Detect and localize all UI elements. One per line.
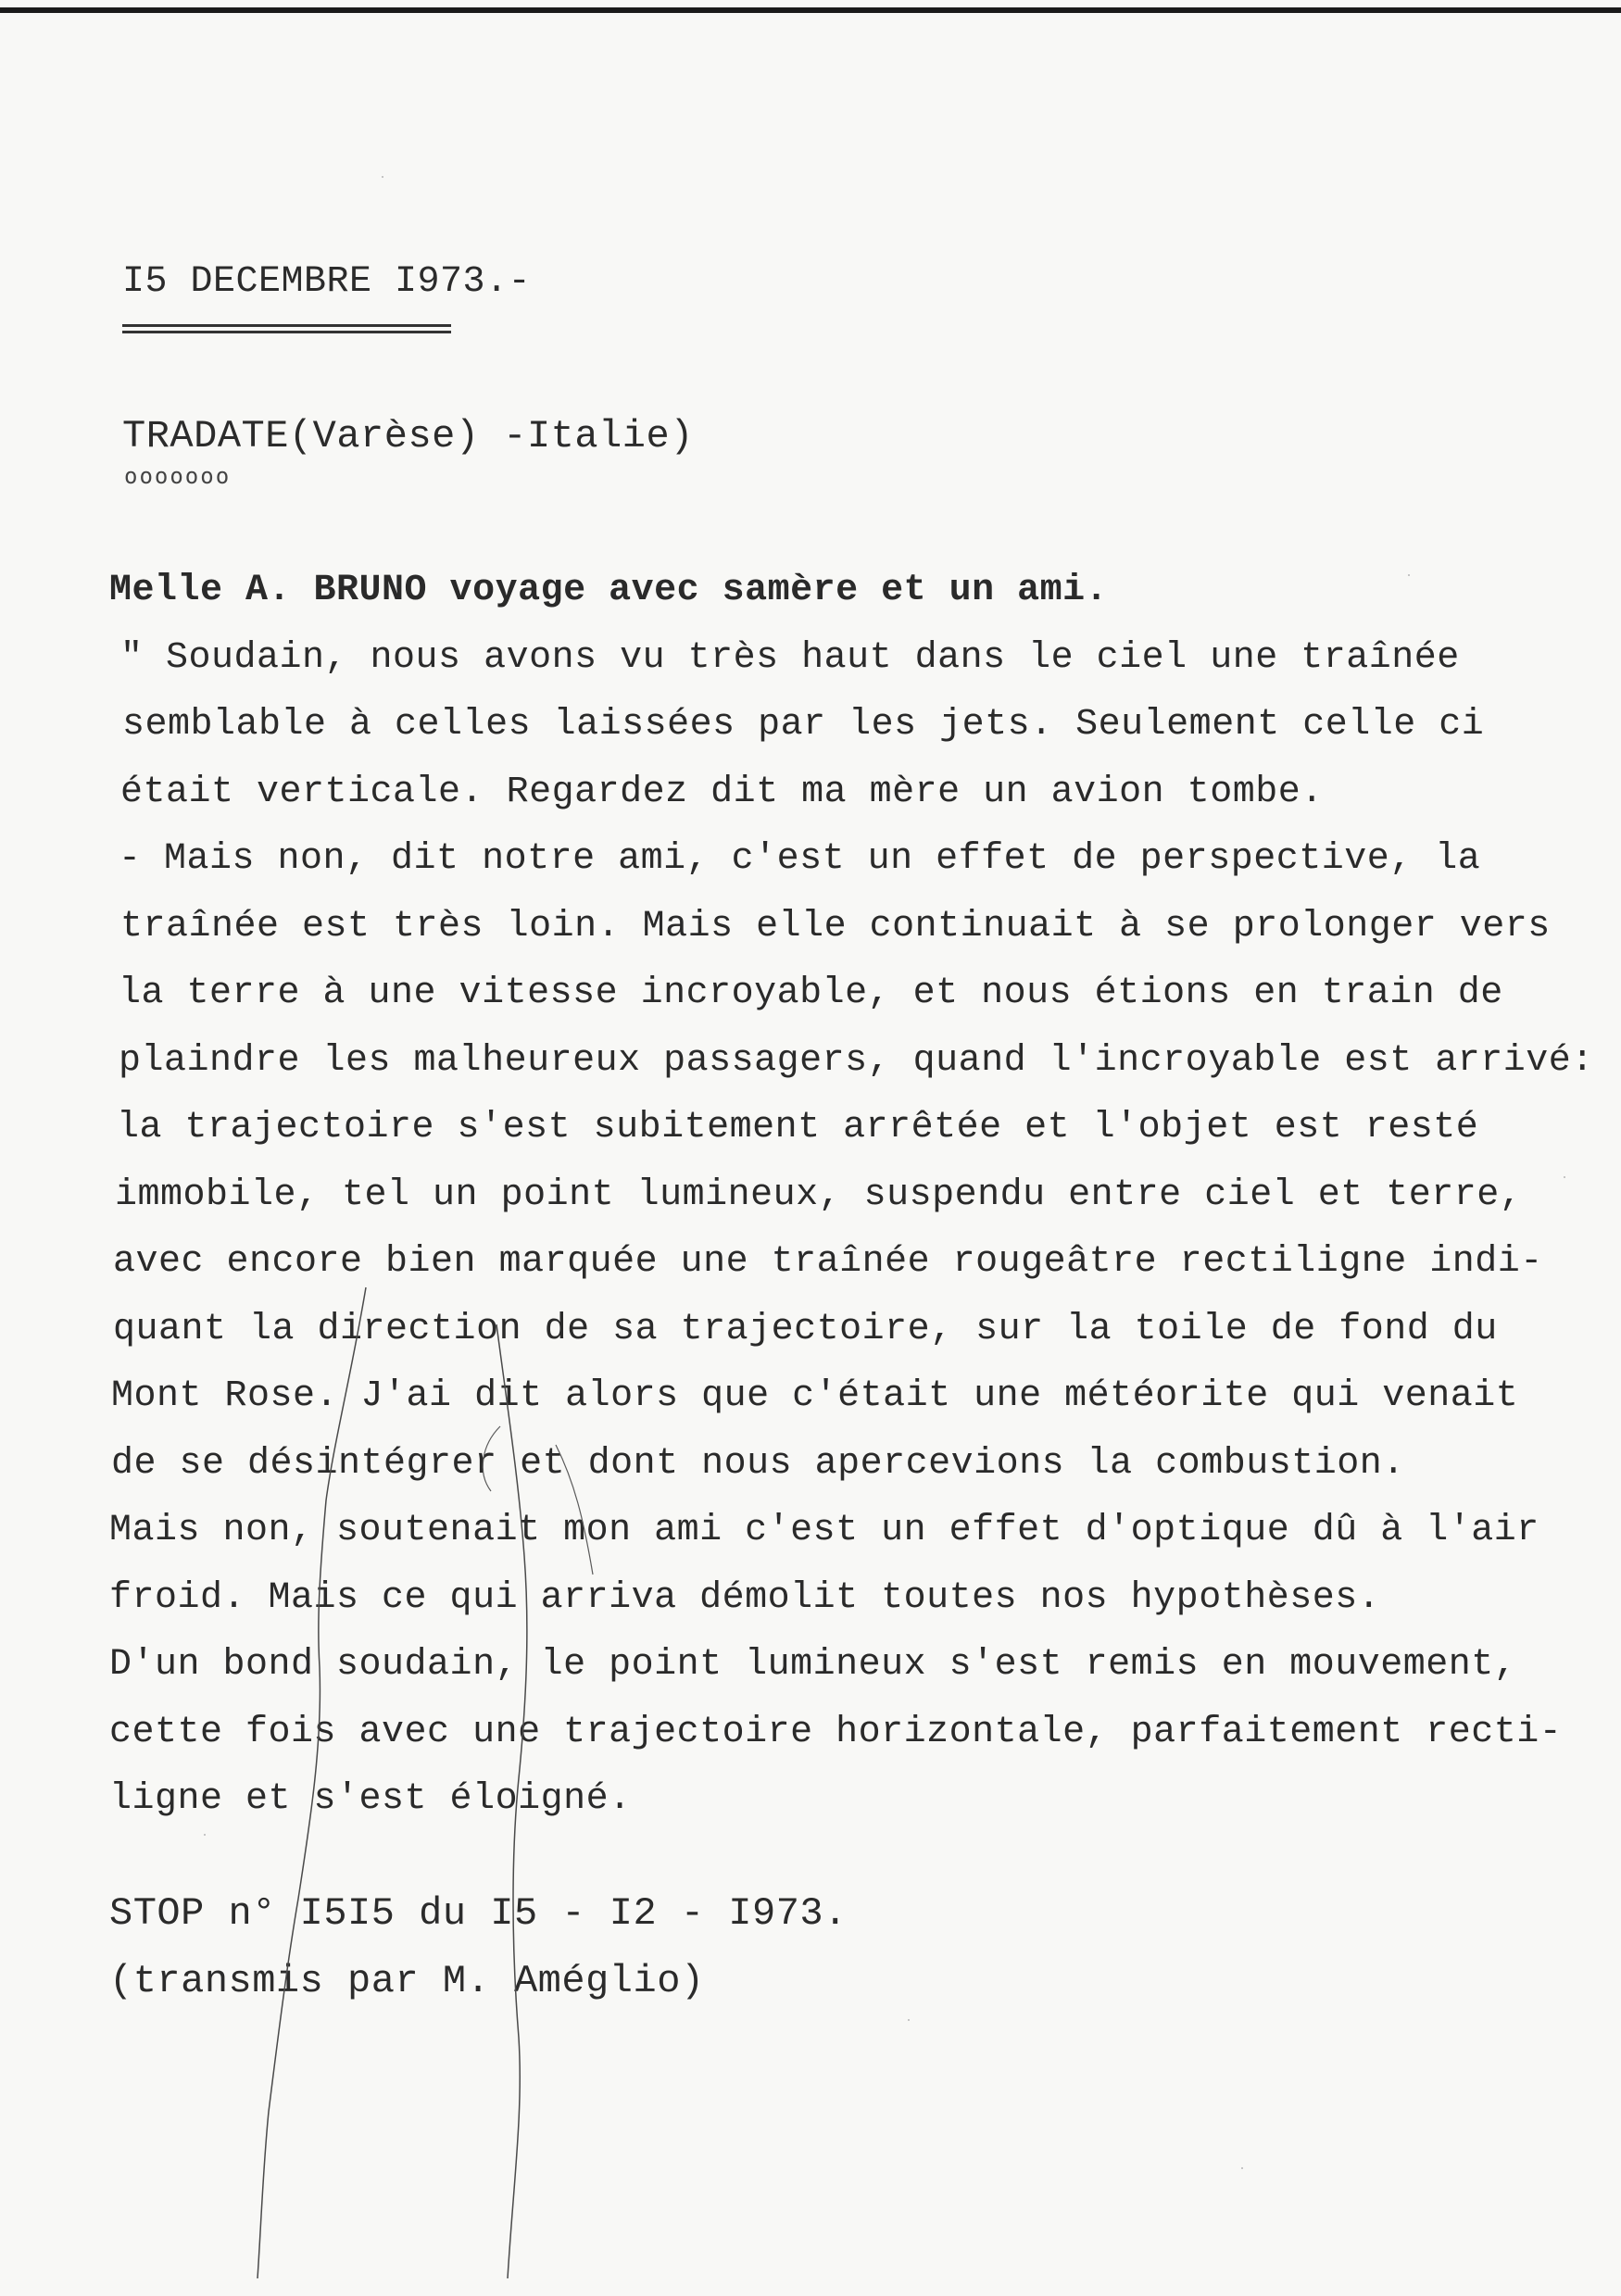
document-location: TRADATE(Varèse) -Italie) [122,414,694,458]
paper-speck [1408,574,1410,576]
document-date: I5 DECEMBRE I973.- [122,261,532,303]
paper-speck [204,1834,206,1836]
body-line: la trajectoire s'est subitement arrêtée et l'objet est resté [117,1107,1479,1148]
body-line: Melle A. BRUNO voyage avec samère et un ami. [109,570,1109,611]
stop-reference: STOP n° I5I5 du I5 - I2 - I973. [109,1891,848,1936]
paper-speck [1241,2167,1243,2169]
body-line: de se désintégrer et dont nous apercevions la combustion. [111,1442,1405,1485]
body-line: " Soudain, nous avons vu très haut dans le ciel une traînée [120,636,1460,679]
top-border-rule [0,7,1621,13]
body-line: traînée est très loin. Mais elle continuait à se prolonger vers [120,905,1551,947]
body-line: Mont Rose. J'ai dit alors que c'était une météorite qui venait [111,1375,1519,1417]
paper-speck [382,176,383,178]
body-line: froid. Mais ce qui arriva démolit toutes nos hypothèses. [109,1576,1381,1619]
body-line: Mais non, soutenait mon ami c'est un effet d'optique dû à l'air [109,1510,1539,1551]
body-line: plaindre les malheureux passagers, quand l'incroyable est arrivé: [119,1039,1594,1082]
body-line: la terre à une vitesse incroyable, et nous étions en train de [119,972,1503,1014]
body-line: quant la direction de sa trajectoire, sur la toile de fond du [113,1308,1498,1350]
paper-speck [1564,1176,1565,1178]
testimony-body [109,570,1594,1846]
body-line: semblable à celles laissées par les jets. Seulement celle ci [122,704,1485,746]
body-line: - Mais non, dit notre ami, c'est un effet de perspective, la [119,838,1481,880]
body-line: était verticale. Regardez dit ma mère un avion tombe. [120,771,1324,813]
paper-speck [908,2019,910,2021]
location-ornament: ooooooo [124,463,232,489]
date-double-underline [122,324,451,333]
body-line: ligne et s'est éloigné. [109,1778,632,1820]
body-line: cette fois avec une trajectoire horizontale, parfaitement recti- [109,1711,1563,1753]
body-line: immobile, tel un point lumineux, suspendu entre ciel et terre, [115,1173,1523,1216]
body-line: D'un bond soudain, le point lumineux s'est remis en mouvement, [109,1644,1517,1686]
transmitted-by: (transmis par M. Améglio) [109,1959,705,2003]
body-line: avec encore bien marquée une traînée rougeâtre rectiligne indi- [113,1241,1543,1283]
